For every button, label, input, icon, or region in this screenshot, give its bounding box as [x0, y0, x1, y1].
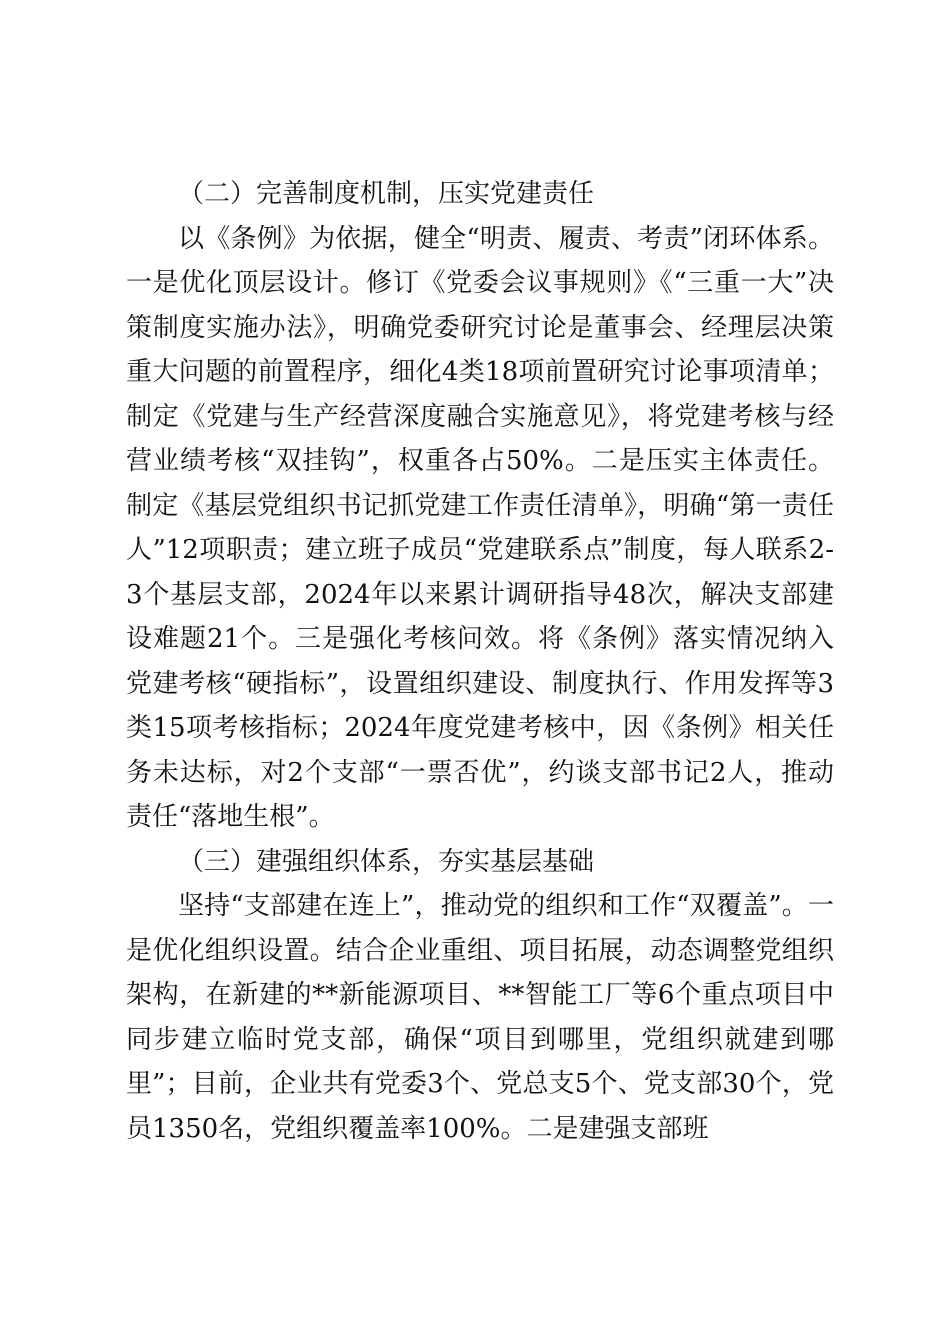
paragraph-section-2: 以《条例》为依据，健全“明责、履责、考责”闭环体系。一是优化顶层设计。修订《党委会议事规则》《“三重一大”决策制度实施办法》，明确党委研究讨论是董事会、经理层决策重大问题的前置程序，细化4类18项前置研究讨论事项清单；制定《党建与生产经营深度融合实施意见》，将党建考核与经营业绩考核“双挂钩”，权重各占50%。二是压实主体责任。制定《基层党组织书记抓党建工作责任清单》，明确“第一责任人”12项职责；建立班子成员“党建联系点”制度，每人联系2-3个基层支部，2024年以来累计调研指导48次，解决支部建设难题21个。三是强化考核问效。将《条例》落实情况纳入党建考核“硬指标”，设置组织建设、制度执行、作用发挥等3类15项考核指标；2024年度党建考核中，因《条例》相关任务未达标，对2个支部“一票否优”，约谈支部书记2人，推动责任“落地生根”。: [126, 223, 834, 832]
heading-section-3: （三）建强组织体系，夯实基层基础: [178, 846, 595, 877]
paragraph-section-3: 坚持“支部建在连上”，推动党的组织和工作“双覆盖”。一是优化组织设置。结合企业重组、项目拓展，动态调整党组织架构，在新建的**新能源项目、**智能工厂等6个重点项目中同步建立临时党支部，确保“项目到哪里，党组织就建到哪里”；目前，企业共有党委3个、党总支5个、党支部30个，党员1350名，党组织覆盖率100%。二是建强支部班: [126, 891, 834, 1144]
heading-section-2: （二）完善制度机制，压实党建责任: [178, 179, 595, 209]
document-body: [126, 172, 834, 1151]
